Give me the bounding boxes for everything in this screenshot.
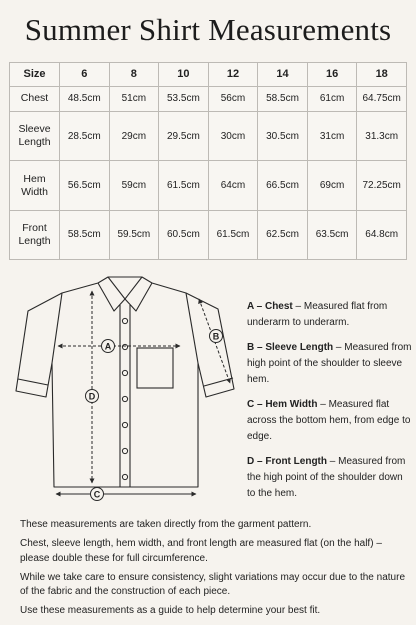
row-label-line: Sleeve [18,123,51,136]
table-cell: 72.25cm [357,161,407,210]
table-cell: 51cm [109,86,159,112]
table-header-row [10,63,407,87]
row-label-line: Chest [20,92,49,105]
table-row-front-length [10,210,407,259]
row-label [10,210,60,259]
legend-chest [247,299,412,331]
marker-c [91,488,104,501]
marker-c-label: C [93,489,101,500]
header-cell: 16 [307,63,357,87]
table-cell: 48.5cm [60,86,110,112]
table-cell: 56cm [208,86,258,112]
table-cell: 58.5cm [60,210,110,259]
table-cell: 66.5cm [258,161,308,210]
marker-d-label: D [88,391,96,402]
size-chart-table [9,62,407,260]
row-label-line: Width [21,185,48,198]
table-cell: 64.75cm [357,86,407,112]
table-cell: 29.5cm [159,112,209,161]
marker-b [210,330,223,343]
marker-a [102,340,115,353]
table-row-sleeve-length [10,112,407,161]
table-cell: 61cm [307,86,357,112]
note-paragraph: Chest, sleeve length, hem width, and front length are measured flat (on the half) – please double these for full circumference. [20,538,382,564]
marker-d [86,390,99,403]
legend-key: C – Hem Width [247,399,318,410]
table-cell: 63.5cm [307,210,357,259]
row-label-line: Length [18,234,51,247]
table-cell: 64cm [208,161,258,210]
table-cell: 69cm [307,161,357,210]
table-cell: 60.5cm [159,210,209,259]
buttons [122,318,127,479]
shirt-diagram [0,265,245,510]
chest-pocket [137,348,173,388]
header-cell: 10 [159,63,209,87]
table-row-chest [10,86,407,112]
header-cell: 6 [60,63,110,87]
legend-front-length [247,454,412,502]
legend-text: – Measured flat across the bottom hem, from edge to edge. [247,399,411,442]
legend-key: B – Sleeve Length [247,342,334,353]
legend-text: – Measured from the high point of the shoulder down to the hem. [247,456,406,499]
legend-text: – Measured flat from underarm to underarm. [247,301,388,328]
measurement-lines [56,291,230,494]
row-label-line: Length [18,136,51,149]
row-label-line: Front [22,221,47,234]
row-label [10,112,60,161]
legend-text: – Measured from high point of the shoulder to sleeve hem. [247,342,412,385]
header-cell: 18 [357,63,407,87]
header-cell: 12 [208,63,258,87]
header-cell: 14 [258,63,308,87]
table-cell: 53.5cm [159,86,209,112]
table-cell: 61.5cm [208,210,258,259]
row-label [10,161,60,210]
measurement-legend [247,299,412,511]
table-row-hem-width [10,161,407,210]
note-paragraph: While we take care to ensure consistency, slight variations may occur due to the nature of the fabric and the construction of each piece. [20,571,406,597]
measurement-notes [20,518,405,623]
table-cell: 62.5cm [258,210,308,259]
table-cell: 61.5cm [159,161,209,210]
legend-key: D – Front Length [247,456,327,467]
legend-sleeve-length [247,340,412,388]
table-cell: 31.3cm [357,112,407,161]
legend-hem-width [247,397,412,445]
table-cell: 30.5cm [258,112,308,161]
header-cell: Size [10,63,60,87]
marker-a-label: A [104,341,112,352]
table-cell: 59cm [109,161,159,210]
table-cell: 58.5cm [258,86,308,112]
header-cell: 8 [109,63,159,87]
row-label [10,86,60,112]
note-paragraph: Use these measurements as a guide to help determine your best fit. [20,605,321,616]
note-paragraph: These measurements are taken directly from the garment pattern. [20,519,312,530]
table-cell: 30cm [208,112,258,161]
row-label-line: Hem [23,172,46,185]
table-cell: 28.5cm [60,112,110,161]
table-cell: 64.8cm [357,210,407,259]
shirt-outline [16,277,234,487]
table-cell: 59.5cm [109,210,159,259]
legend-key: A – Chest [247,301,293,312]
table-cell: 56.5cm [60,161,110,210]
table-cell: 29cm [109,112,159,161]
page-title: Summer Shirt Measurements [24,12,392,47]
table-cell: 31cm [307,112,357,161]
marker-b-label: B [212,331,220,342]
